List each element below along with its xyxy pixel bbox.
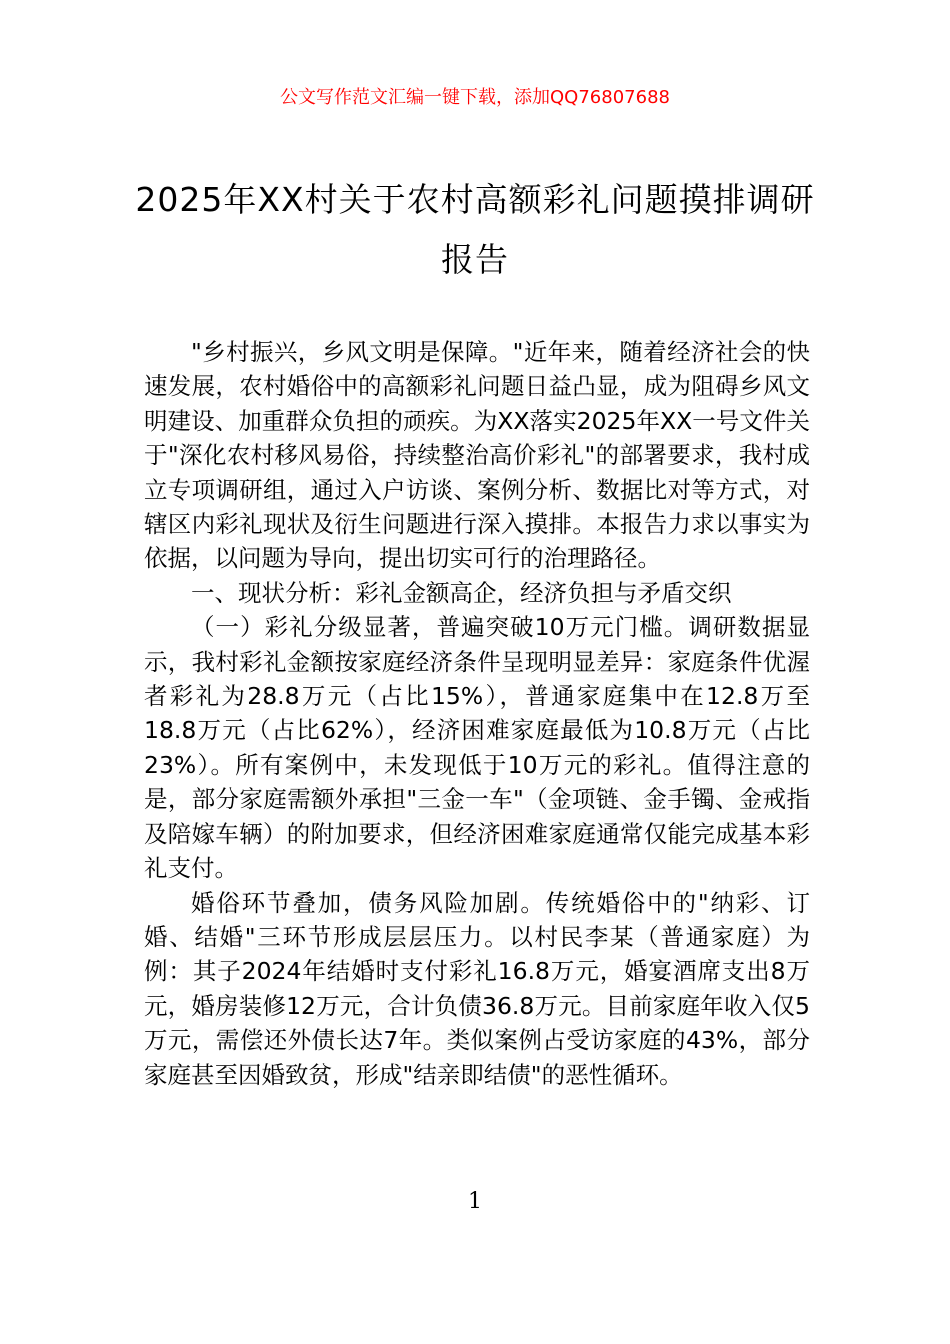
section-paragraph-2: 婚俗环节叠加，债务风险加剧。传统婚俗中的"纳彩、订婚、结婚"三环节形成层层压力。以村民李某（普通家庭）为例：其子2024年结婚时支付彩礼16.8万元，婚宴酒席支出8万元，婚房装修12万元，合计负债36.8万元。目前家庭年收入仅5万元，需偿还外债长达7年。类似案例占受访家庭的43%，部分家庭甚至因婚致贫，形成"结亲即结债"的恶性循环。 [144,888,810,1089]
section-paragraph-1: （一）彩礼分级显著，普遍突破10万元门槛。调研数据显示，我村彩礼金额按家庭经济条件呈现明显差异：家庭条件优渥者彩礼为28.8万元（占比15%），普通家庭集中在12.8万至18.8万元（占比62%），经济困难家庭最低为10.8万元（占比23%）。所有案例中，未发现低于10万元的彩礼。值得注意的是，部分家庭需额外承担"三金一车"（金项链、金手镯、金戒指及陪嫁车辆）的附加要求，但经济困难家庭通常仅能完成基本彩礼支付。 [144,613,810,883]
section-heading: 一、现状分析：彩礼金额高企，经济负担与矛盾交织 [191,578,732,607]
document-title: 2025年XX村关于农村高额彩礼问题摸排调研报告 [135,180,815,279]
document-body [144,335,810,1092]
intro-paragraph: "乡村振兴，乡风文明是保障。"近年来，随着经济社会的快速发展，农村婚俗中的高额彩礼问题日益凸显，成为阻碍乡风文明建设、加重群众负担的顽疾。为XX落实2025年XX一号文件关于"深化农村移风易俗，持续整治高价彩礼"的部署要求，我村成立专项调研组，通过入户访谈、案例分析、数据比对等方式，对辖区内彩礼现状及衍生问题进行深入摸排。本报告力求以事实为依据，以问题为导向，提出切实可行的治理路径。 [144,338,810,573]
page-number: 1 [468,1189,482,1214]
download-banner: 公文写作范文汇编一键下载，添加QQ76807688 [280,87,670,108]
